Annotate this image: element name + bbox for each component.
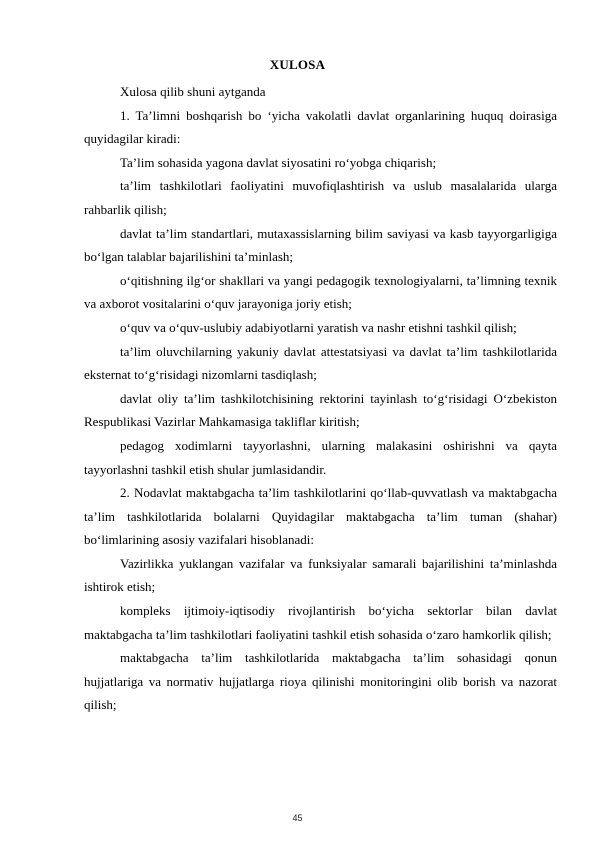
page-number: 45: [292, 813, 303, 823]
paragraph-item: davlat oliy ta’lim tashkilotchisining rektorini tayinlash to‘g‘risidagi O‘zbekiston Respublikasi Vazirlar Mahkamasiga takliflar kiritish;: [84, 390, 557, 430]
document-body: [84, 80, 557, 717]
paragraph-item: Vazirlikka yuklangan vazifalar va funksiyalar samarali bajarilishini ta’minlashda ishtirok etish;: [84, 555, 557, 595]
paragraph-item: kompleks ijtimoiy-iqtisodiy rivojlantirish bo‘yicha sektorlar bilan davlat maktabgacha ta’lim tashkilotlari faoliyatini tashkil etish sohasida o‘zaro hamkorlik qilish;: [84, 603, 557, 642]
paragraph-item: Ta’lim sohasida yagona davlat siyosatini ro‘yobga chiqarish;: [120, 154, 437, 170]
paragraph-intro: Xulosa qilib shuni aytganda: [120, 84, 266, 99]
paragraph-point-1: 1. Ta’limni boshqarish bo ‘yicha vakolatli davlat organlarining huquq doirasiga quyidagilar kiradi:: [84, 107, 557, 147]
paragraph-item: o‘quv va o‘quv-uslubiy adabiyotlarni yaratish va nashr etishni tashkil qilish;: [120, 319, 517, 335]
paragraph-item: o‘qitishning ilg‘or shakllari va yangi pedagogik texnologiyalarni, ta’limning texnik va axborot vositalarini o‘quv jarayoniga joriy etish;: [84, 272, 557, 312]
document-title: XULOSA: [269, 57, 326, 72]
paragraph-item: ta’lim tashkilotlari faoliyatini muvofiqlashtirish va uslub masalalarida ularga rahbarlik qilish;: [84, 178, 557, 217]
paragraph-item: maktabgacha ta’lim tashkilotlarida maktabgacha ta’lim sohasidagi qonun hujjatlariga va normativ hujjatlarga rioya qilinishi monitoringini olib borish va nazorat qilish;: [84, 650, 557, 713]
paragraph-item: ta’lim oluvchilarning yakuniy davlat attestatsiyasi va davlat ta’lim tashkilotlarida eksternat to‘g‘risidagi nizomlarni tasdiqlash;: [84, 343, 557, 383]
paragraph-item: pedagog xodimlarni tayyorlashni, ularning malakasini oshirishni va qayta tayyorlashni tashkil etish shular jumlasidandir.: [84, 437, 557, 477]
paragraph-point-2: 2. Nodavlat maktabgacha ta’lim tashkilotlarini qo‘llab-quvvatlash va maktabgacha ta’lim tashkilotlarida bolalarni Quyidagilar maktabgacha ta’lim tuman (shahar) bo‘limlarining asosiy vazifalari hisoblanadi:: [84, 485, 557, 548]
paragraph-item: davlat ta’lim standartlari, mutaxassislarning bilim saviyasi va kasb tayyorgarligiga bo‘lgan talablar bajarilishini ta’minlash;: [84, 225, 557, 265]
